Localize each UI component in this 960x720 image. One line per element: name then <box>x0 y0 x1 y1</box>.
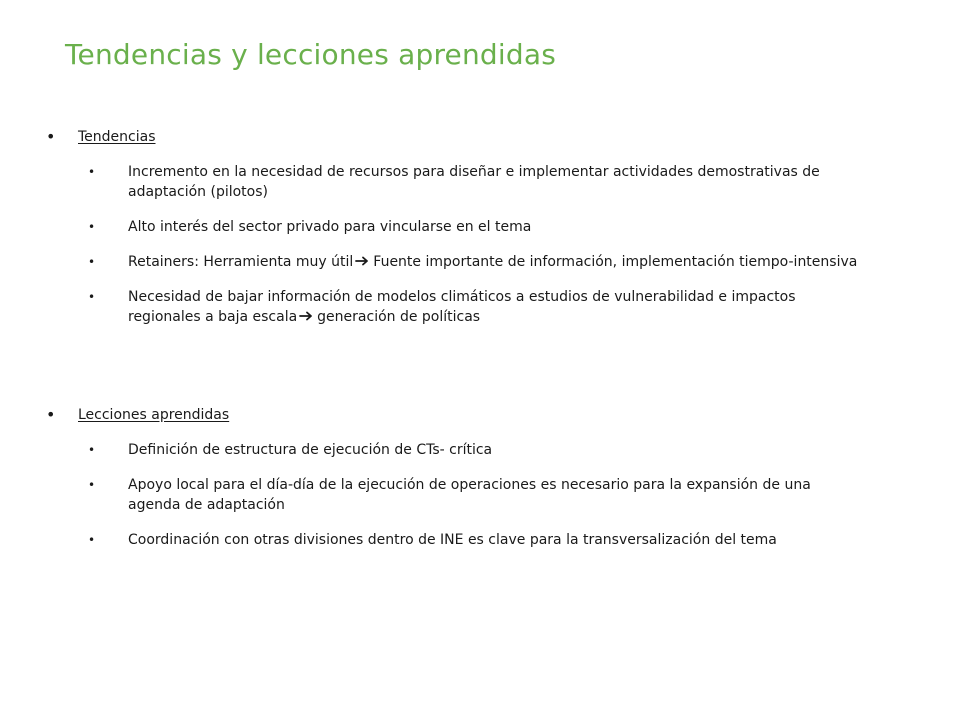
slide-title: Tendencias y lecciones aprendidas <box>65 38 556 71</box>
bullet-list <box>40 440 900 550</box>
list-item-text: Incremento en la necesidad de recursos para diseñar e implementar actividades demostrativas de adaptación (pilotos) <box>128 164 820 200</box>
list-item <box>40 162 900 202</box>
bullet-icon: • <box>88 220 96 234</box>
list-item <box>40 252 900 272</box>
text-after-arrow: Fuente importante de información, implementación tiempo-intensiva <box>373 254 858 270</box>
bullet-icon: • <box>88 443 96 457</box>
bullet-icon: • <box>46 405 56 424</box>
bullet-icon: • <box>46 127 56 146</box>
right-arrow-icon <box>299 311 313 321</box>
list-item-text: Apoyo local para el día-día de la ejecución de operaciones es necesario para la expansión de una agenda de adaptación <box>128 477 811 513</box>
section-label: Tendencias <box>78 129 156 145</box>
list-item-text <box>128 287 863 327</box>
bullet-icon: • <box>88 533 96 547</box>
list-item <box>40 217 900 237</box>
bullet-list <box>40 162 900 327</box>
bullet-icon: • <box>88 255 96 269</box>
section-tendencias <box>40 127 900 342</box>
list-item-text: Definición de estructura de ejecución de CTs- crítica <box>128 442 493 458</box>
list-item <box>40 530 900 550</box>
list-item-text <box>128 252 863 272</box>
list-item <box>40 440 900 460</box>
right-arrow-icon <box>355 256 369 266</box>
bullet-icon: • <box>88 165 96 179</box>
list-item-text: Alto interés del sector privado para vincularse en el tema <box>128 219 532 235</box>
bullet-icon: • <box>88 478 96 492</box>
section-heading <box>40 405 900 425</box>
bullet-icon: • <box>88 290 96 304</box>
list-item-text: Coordinación con otras divisiones dentro de INE es clave para la transversalización del tema <box>128 532 777 548</box>
text-after-arrow: generación de políticas <box>317 309 481 325</box>
section-lecciones-aprendidas <box>40 405 900 565</box>
section-heading <box>40 127 900 147</box>
section-label: Lecciones aprendidas <box>78 407 230 423</box>
list-item <box>40 475 900 515</box>
text-before-arrow: Necesidad de bajar información de modelos climáticos a estudios de vulnerabilidad e impactos regionales a baja escala <box>128 289 796 325</box>
list-item <box>40 287 900 327</box>
text-before-arrow: Retainers: Herramienta muy útil <box>128 254 354 270</box>
